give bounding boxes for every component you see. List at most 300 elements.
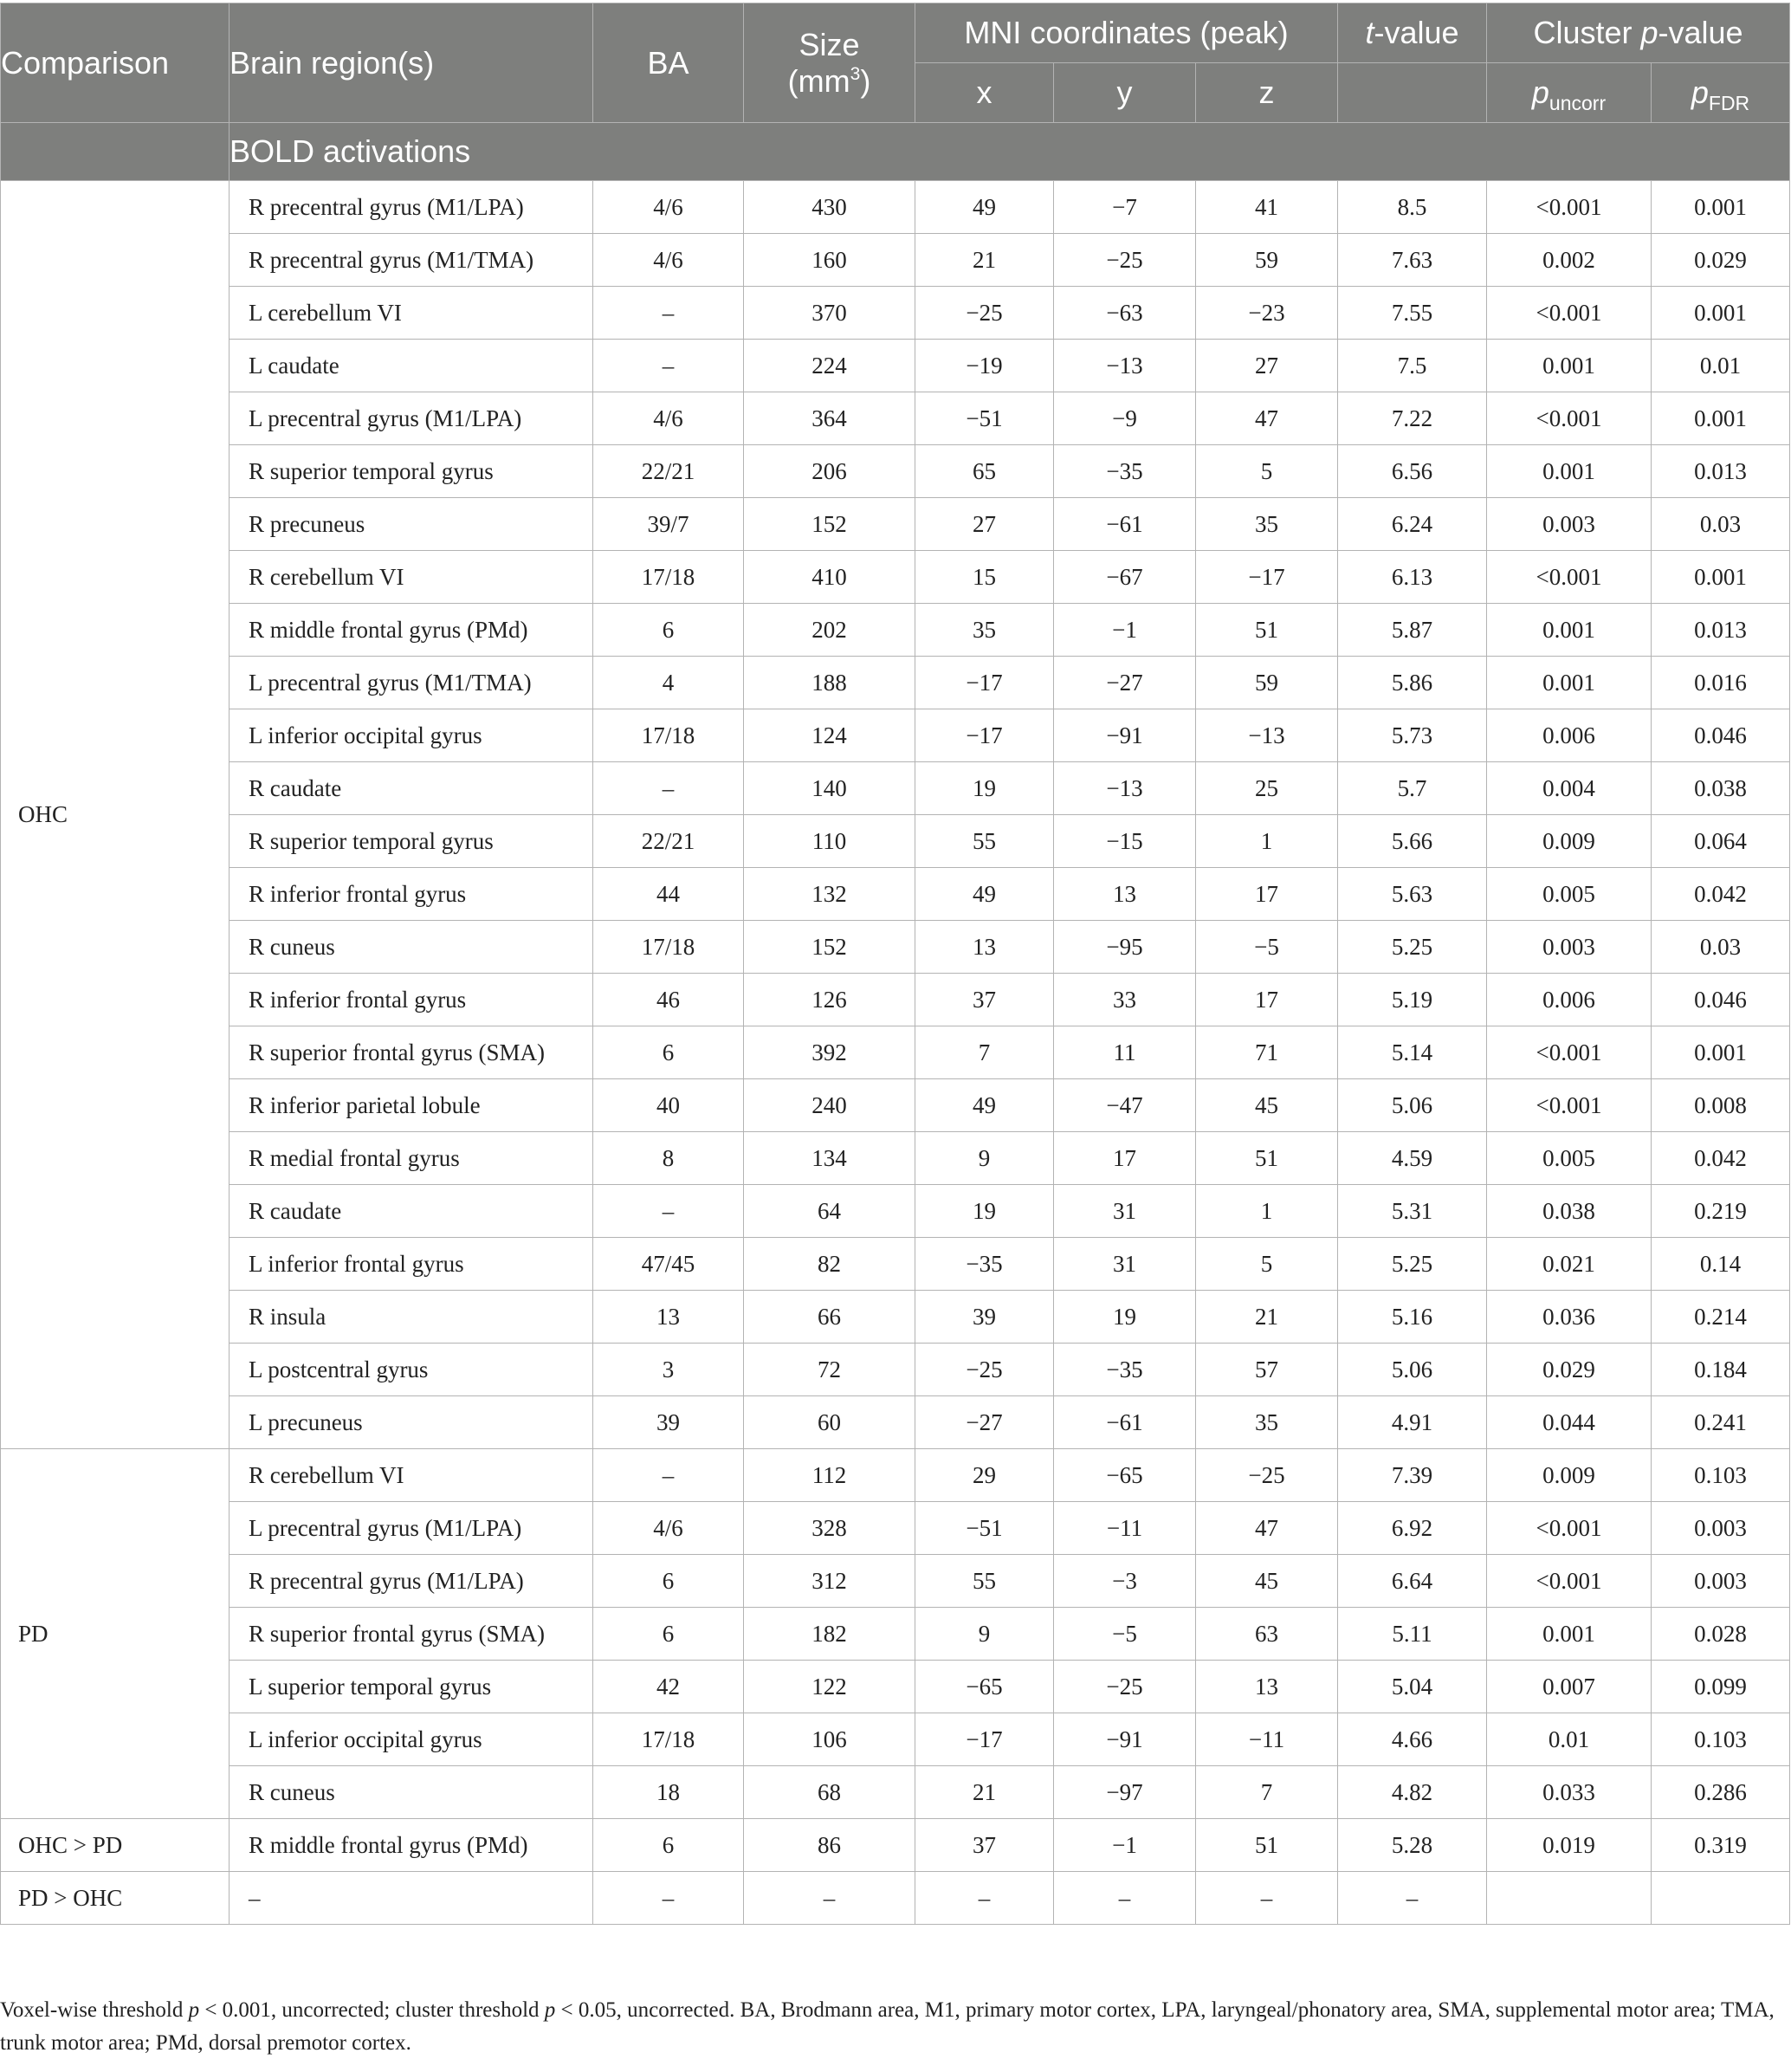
x-cell: −25	[915, 287, 1054, 340]
z-cell: 7	[1196, 1766, 1338, 1819]
p-uncorr-cell: 0.005	[1487, 868, 1652, 921]
ba-cell: –	[593, 762, 744, 815]
comparison-cell: OHC > PD	[1, 1819, 230, 1872]
p-uncorr-cell: 0.036	[1487, 1291, 1652, 1344]
size-cell: 312	[744, 1555, 915, 1608]
x-cell: 15	[915, 551, 1054, 604]
table-row	[1, 1185, 1790, 1238]
ba-cell: 13	[593, 1291, 744, 1344]
p-uncorr-cell: 0.029	[1487, 1344, 1652, 1396]
z-cell: 45	[1196, 1079, 1338, 1132]
x-cell: 49	[915, 868, 1054, 921]
p-uncorr-cell: 0.044	[1487, 1396, 1652, 1449]
table-row	[1, 1661, 1790, 1713]
brain-region-cell: R precentral gyrus (M1/LPA)	[230, 181, 593, 234]
size-unit-exp: 3	[850, 63, 861, 84]
col-header-brain-regions: Brain region(s)	[230, 3, 593, 123]
footnote-part-1: Voxel-wise threshold	[0, 1998, 189, 2022]
z-cell: –	[1196, 1872, 1338, 1925]
p-uncorr-cell: 0.004	[1487, 762, 1652, 815]
x-cell: −27	[915, 1396, 1054, 1449]
z-cell: 35	[1196, 498, 1338, 551]
brain-region-cell: R precuneus	[230, 498, 593, 551]
col-header-mni: MNI coordinates (peak)	[915, 3, 1338, 63]
size-cell: 124	[744, 709, 915, 762]
brain-region-cell: L precentral gyrus (M1/LPA)	[230, 392, 593, 445]
p-uncorr-cell: 0.019	[1487, 1819, 1652, 1872]
table-header	[1, 3, 1790, 181]
size-cell: 152	[744, 921, 915, 974]
brain-region-cell: R inferior frontal gyrus	[230, 868, 593, 921]
col-header-x: x	[915, 63, 1054, 123]
p-uncorr-cell: 0.038	[1487, 1185, 1652, 1238]
brain-region-cell: R precentral gyrus (M1/TMA)	[230, 234, 593, 287]
z-cell: 21	[1196, 1291, 1338, 1344]
table-row	[1, 762, 1790, 815]
p-uncorr-cell: 0.001	[1487, 445, 1652, 498]
brain-region-cell: R cuneus	[230, 1766, 593, 1819]
x-cell: 21	[915, 1766, 1054, 1819]
comparison-cell: PD	[1, 1449, 230, 1819]
p-uncorr-cell: <0.001	[1487, 392, 1652, 445]
brain-region-cell: R middle frontal gyrus (PMd)	[230, 604, 593, 657]
x-cell: 7	[915, 1026, 1054, 1079]
ba-cell: –	[593, 1872, 744, 1925]
z-cell: 47	[1196, 392, 1338, 445]
y-cell: 31	[1054, 1185, 1196, 1238]
x-cell: 9	[915, 1132, 1054, 1185]
z-cell: 57	[1196, 1344, 1338, 1396]
size-cell: –	[744, 1872, 915, 1925]
ba-cell: 40	[593, 1079, 744, 1132]
brain-region-cell: R caudate	[230, 1185, 593, 1238]
col-header-p-uncorr	[1487, 63, 1652, 123]
t-value-cell: 5.87	[1338, 604, 1487, 657]
brain-region-cell: R cerebellum VI	[230, 551, 593, 604]
size-cell: 188	[744, 657, 915, 709]
table-row	[1, 974, 1790, 1026]
t-value-cell: 6.56	[1338, 445, 1487, 498]
size-cell: 86	[744, 1819, 915, 1872]
t-value-cell: 7.63	[1338, 234, 1487, 287]
z-cell: 63	[1196, 1608, 1338, 1661]
t-letter: t	[1365, 15, 1374, 50]
ba-cell: –	[593, 340, 744, 392]
t-value-cell: 7.22	[1338, 392, 1487, 445]
x-cell: −17	[915, 657, 1054, 709]
ba-cell: 22/21	[593, 815, 744, 868]
y-cell: 13	[1054, 868, 1196, 921]
table-row	[1, 1608, 1790, 1661]
p-fdr-cell: 0.028	[1652, 1608, 1790, 1661]
table-row	[1, 498, 1790, 551]
p-fdr-cell: 0.013	[1652, 445, 1790, 498]
size-cell: 392	[744, 1026, 915, 1079]
size-cell: 106	[744, 1713, 915, 1766]
p-uncorr-cell: <0.001	[1487, 1555, 1652, 1608]
y-cell: −91	[1054, 709, 1196, 762]
z-cell: 59	[1196, 234, 1338, 287]
col-header-y: y	[1054, 63, 1196, 123]
z-cell: 17	[1196, 868, 1338, 921]
p-uncorr-cell: <0.001	[1487, 1502, 1652, 1555]
p-uncorr-cell	[1487, 1872, 1652, 1925]
y-cell: 19	[1054, 1291, 1196, 1344]
p-fdr-cell: 0.013	[1652, 604, 1790, 657]
z-cell: −11	[1196, 1713, 1338, 1766]
ba-cell: 4	[593, 657, 744, 709]
size-cell: 82	[744, 1238, 915, 1291]
brain-region-cell: L precentral gyrus (M1/LPA)	[230, 1502, 593, 1555]
ba-cell: 6	[593, 1555, 744, 1608]
size-label: Size	[799, 26, 860, 62]
p-uncorr-cell: 0.002	[1487, 234, 1652, 287]
t-value-cell: 5.66	[1338, 815, 1487, 868]
table-row	[1, 1449, 1790, 1502]
size-unit-close: )	[860, 62, 871, 99]
x-cell: −65	[915, 1661, 1054, 1713]
y-cell: −9	[1054, 392, 1196, 445]
p-fdr-cell: 0.008	[1652, 1079, 1790, 1132]
p-uncorr-cell: <0.001	[1487, 551, 1652, 604]
col-header-z: z	[1196, 63, 1338, 123]
x-cell: 39	[915, 1291, 1054, 1344]
t-value-cell: 5.16	[1338, 1291, 1487, 1344]
size-cell: 68	[744, 1766, 915, 1819]
t-value-cell: 5.06	[1338, 1344, 1487, 1396]
section-blank-cell	[1, 123, 230, 181]
p-fdr-cell: 0.03	[1652, 498, 1790, 551]
p-fdr-cell: 0.241	[1652, 1396, 1790, 1449]
p-uncorr-sub: uncorr	[1549, 92, 1607, 114]
p-uncorr-cell: 0.007	[1487, 1661, 1652, 1713]
x-cell: −35	[915, 1238, 1054, 1291]
p-uncorr-cell: <0.001	[1487, 1026, 1652, 1079]
t-rest: -value	[1374, 15, 1459, 50]
x-cell: 55	[915, 1555, 1054, 1608]
y-cell: −65	[1054, 1449, 1196, 1502]
brain-region-cell: L precentral gyrus (M1/TMA)	[230, 657, 593, 709]
t-value-cell: 6.92	[1338, 1502, 1487, 1555]
t-value-cell: –	[1338, 1872, 1487, 1925]
t-value-cell: 4.59	[1338, 1132, 1487, 1185]
footnote-p-italic-1: p	[188, 1998, 200, 2022]
size-cell: 328	[744, 1502, 915, 1555]
x-cell: 19	[915, 762, 1054, 815]
size-cell: 140	[744, 762, 915, 815]
brain-region-cell: R inferior parietal lobule	[230, 1079, 593, 1132]
size-cell: 66	[744, 1291, 915, 1344]
x-cell: 21	[915, 234, 1054, 287]
y-cell: −1	[1054, 604, 1196, 657]
table-row	[1, 445, 1790, 498]
size-unit-base: (mm	[787, 62, 850, 99]
z-cell: 51	[1196, 1819, 1338, 1872]
p-fdr-cell: 0.103	[1652, 1449, 1790, 1502]
p-uncorr-cell: 0.001	[1487, 1608, 1652, 1661]
cluster-rest: -value	[1658, 15, 1743, 50]
p-fdr-cell: 0.046	[1652, 709, 1790, 762]
y-cell: −61	[1054, 1396, 1196, 1449]
col-header-comparison: Comparison	[1, 3, 230, 123]
p-fdr-cell: 0.001	[1652, 392, 1790, 445]
p-fdr-cell: 0.03	[1652, 921, 1790, 974]
z-cell: 51	[1196, 1132, 1338, 1185]
t-value-cell: 5.86	[1338, 657, 1487, 709]
x-cell: −19	[915, 340, 1054, 392]
ba-cell: 18	[593, 1766, 744, 1819]
t-value-cell: 5.7	[1338, 762, 1487, 815]
size-cell: 60	[744, 1396, 915, 1449]
y-cell: 17	[1054, 1132, 1196, 1185]
ba-cell: 39/7	[593, 498, 744, 551]
ba-cell: 3	[593, 1344, 744, 1396]
table-row	[1, 1344, 1790, 1396]
p-fdr-cell: 0.003	[1652, 1502, 1790, 1555]
p-fdr-cell: 0.029	[1652, 234, 1790, 287]
brain-region-cell: L inferior occipital gyrus	[230, 709, 593, 762]
t-value-cell: 7.39	[1338, 1449, 1487, 1502]
t-value-cell: 5.19	[1338, 974, 1487, 1026]
table-row	[1, 1766, 1790, 1819]
ba-cell: 17/18	[593, 709, 744, 762]
p-fdr-cell: 0.046	[1652, 974, 1790, 1026]
ba-cell: 6	[593, 604, 744, 657]
t-value-cell: 8.5	[1338, 181, 1487, 234]
size-cell: 134	[744, 1132, 915, 1185]
z-cell: 59	[1196, 657, 1338, 709]
size-cell: 122	[744, 1661, 915, 1713]
table-row	[1, 709, 1790, 762]
x-cell: 55	[915, 815, 1054, 868]
ba-cell: –	[593, 1185, 744, 1238]
p-uncorr-cell: 0.003	[1487, 921, 1652, 974]
p-fdr-cell: 0.319	[1652, 1819, 1790, 1872]
x-cell: 37	[915, 1819, 1054, 1872]
y-cell: −61	[1054, 498, 1196, 551]
p-fdr-cell	[1652, 1872, 1790, 1925]
t-value-cell: 7.55	[1338, 287, 1487, 340]
ba-cell: 4/6	[593, 1502, 744, 1555]
x-cell: −25	[915, 1344, 1054, 1396]
brain-region-cell: R superior temporal gyrus	[230, 815, 593, 868]
ba-cell: –	[593, 287, 744, 340]
table-row	[1, 181, 1790, 234]
brain-region-cell: L precuneus	[230, 1396, 593, 1449]
ba-cell: 4/6	[593, 234, 744, 287]
brain-region-cell: R insula	[230, 1291, 593, 1344]
p-uncorr-cell: 0.003	[1487, 498, 1652, 551]
x-cell: 37	[915, 974, 1054, 1026]
y-cell: −25	[1054, 1661, 1196, 1713]
p-fdr-cell: 0.214	[1652, 1291, 1790, 1344]
y-cell: −47	[1054, 1079, 1196, 1132]
table-row	[1, 1026, 1790, 1079]
table-body	[1, 181, 1790, 1925]
ba-cell: 4/6	[593, 181, 744, 234]
col-header-t-value	[1338, 3, 1487, 63]
z-cell: 71	[1196, 1026, 1338, 1079]
brain-region-cell: R superior frontal gyrus (SMA)	[230, 1026, 593, 1079]
p-fdr-letter: p	[1691, 74, 1709, 110]
ba-cell: 17/18	[593, 551, 744, 604]
x-cell: 65	[915, 445, 1054, 498]
brain-region-cell: L superior temporal gyrus	[230, 1661, 593, 1713]
z-cell: 51	[1196, 604, 1338, 657]
table-row	[1, 1872, 1790, 1925]
brain-region-cell: R cuneus	[230, 921, 593, 974]
table-row	[1, 1291, 1790, 1344]
y-cell: −11	[1054, 1502, 1196, 1555]
table-row	[1, 1502, 1790, 1555]
table-footnote	[0, 1994, 1784, 2060]
t-value-cell: 5.73	[1338, 709, 1487, 762]
p-uncorr-cell: 0.001	[1487, 340, 1652, 392]
ba-cell: 42	[593, 1661, 744, 1713]
ba-cell: 46	[593, 974, 744, 1026]
p-uncorr-letter: p	[1531, 74, 1549, 110]
p-uncorr-cell: 0.009	[1487, 1449, 1652, 1502]
p-fdr-cell: 0.14	[1652, 1238, 1790, 1291]
x-cell: 49	[915, 181, 1054, 234]
table-row	[1, 287, 1790, 340]
y-cell: −15	[1054, 815, 1196, 868]
t-value-cell: 5.28	[1338, 1819, 1487, 1872]
p-uncorr-cell: 0.005	[1487, 1132, 1652, 1185]
x-cell: −51	[915, 392, 1054, 445]
col-header-cluster-p	[1487, 3, 1790, 63]
footnote-part-2: < 0.001, uncorrected; cluster threshold	[199, 1998, 545, 2022]
z-cell: 13	[1196, 1661, 1338, 1713]
cluster-p-letter: p	[1640, 15, 1658, 50]
y-cell: 11	[1054, 1026, 1196, 1079]
size-cell: 370	[744, 287, 915, 340]
z-cell: 35	[1196, 1396, 1338, 1449]
brain-region-cell: R superior frontal gyrus (SMA)	[230, 1608, 593, 1661]
size-cell: 206	[744, 445, 915, 498]
size-cell: 182	[744, 1608, 915, 1661]
y-cell: −35	[1054, 445, 1196, 498]
t-value-cell: 5.25	[1338, 1238, 1487, 1291]
p-fdr-cell: 0.001	[1652, 1026, 1790, 1079]
x-cell: 35	[915, 604, 1054, 657]
x-cell: 29	[915, 1449, 1054, 1502]
col-header-ba: BA	[593, 3, 744, 123]
p-uncorr-cell: 0.006	[1487, 709, 1652, 762]
cluster-text: Cluster	[1533, 15, 1641, 50]
results-table	[0, 3, 1790, 1925]
size-cell: 240	[744, 1079, 915, 1132]
y-cell: −3	[1054, 1555, 1196, 1608]
brain-region-cell: R precentral gyrus (M1/LPA)	[230, 1555, 593, 1608]
p-uncorr-cell: 0.01	[1487, 1713, 1652, 1766]
ba-cell: 17/18	[593, 921, 744, 974]
brain-region-cell: L inferior occipital gyrus	[230, 1713, 593, 1766]
z-cell: 25	[1196, 762, 1338, 815]
table-row	[1, 1132, 1790, 1185]
brain-region-cell: R superior temporal gyrus	[230, 445, 593, 498]
ba-cell: 39	[593, 1396, 744, 1449]
section-title: BOLD activations	[230, 123, 1790, 181]
table-row	[1, 234, 1790, 287]
size-cell: 410	[744, 551, 915, 604]
y-cell: −97	[1054, 1766, 1196, 1819]
table-row	[1, 1396, 1790, 1449]
ba-cell: 6	[593, 1819, 744, 1872]
table-row	[1, 1238, 1790, 1291]
ba-cell: 6	[593, 1026, 744, 1079]
y-cell: −25	[1054, 234, 1196, 287]
p-fdr-cell: 0.001	[1652, 287, 1790, 340]
size-cell: 364	[744, 392, 915, 445]
p-uncorr-cell: 0.001	[1487, 657, 1652, 709]
z-cell: −17	[1196, 551, 1338, 604]
t-value-cell: 4.66	[1338, 1713, 1487, 1766]
size-cell: 430	[744, 181, 915, 234]
t-value-cell: 5.63	[1338, 868, 1487, 921]
table-row	[1, 1079, 1790, 1132]
table-row	[1, 1819, 1790, 1872]
y-cell: −27	[1054, 657, 1196, 709]
z-cell: 1	[1196, 1185, 1338, 1238]
footnote-p-italic-2: p	[544, 1998, 556, 2022]
table-row	[1, 604, 1790, 657]
brain-region-cell: R inferior frontal gyrus	[230, 974, 593, 1026]
t-value-cell: 7.5	[1338, 340, 1487, 392]
y-cell: −13	[1054, 340, 1196, 392]
x-cell: −51	[915, 1502, 1054, 1555]
x-cell: −17	[915, 709, 1054, 762]
comparison-cell: OHC	[1, 181, 230, 1449]
ba-cell: 4/6	[593, 392, 744, 445]
y-cell: 31	[1054, 1238, 1196, 1291]
t-value-cell: 5.04	[1338, 1661, 1487, 1713]
x-cell: 9	[915, 1608, 1054, 1661]
z-cell: 45	[1196, 1555, 1338, 1608]
t-value-cell: 5.31	[1338, 1185, 1487, 1238]
p-fdr-cell: 0.003	[1652, 1555, 1790, 1608]
t-value-cell: 5.11	[1338, 1608, 1487, 1661]
t-value-cell: 4.91	[1338, 1396, 1487, 1449]
size-cell: 152	[744, 498, 915, 551]
size-cell: 110	[744, 815, 915, 868]
size-cell: 160	[744, 234, 915, 287]
x-cell: –	[915, 1872, 1054, 1925]
col-header-t-blank	[1338, 63, 1487, 123]
z-cell: 5	[1196, 445, 1338, 498]
p-uncorr-cell: 0.009	[1487, 815, 1652, 868]
y-cell: −5	[1054, 1608, 1196, 1661]
ba-cell: 44	[593, 868, 744, 921]
table-row	[1, 815, 1790, 868]
size-cell: 64	[744, 1185, 915, 1238]
x-cell: 27	[915, 498, 1054, 551]
table-row	[1, 551, 1790, 604]
y-cell: 33	[1054, 974, 1196, 1026]
size-cell: 112	[744, 1449, 915, 1502]
footnote-part-3: < 0.05, uncorrected. BA, Brodmann area, M1, primary motor cortex, LPA, laryngeal/phonatory area, SMA, supplemental motor area; TMA, trunk motor area; PMd, dorsal premotor cortex.	[0, 1998, 1775, 2055]
p-fdr-sub: FDR	[1708, 92, 1750, 114]
t-value-cell: 5.25	[1338, 921, 1487, 974]
table-row	[1, 921, 1790, 974]
z-cell: −23	[1196, 287, 1338, 340]
brain-region-cell: –	[230, 1872, 593, 1925]
size-cell: 224	[744, 340, 915, 392]
ba-cell: 6	[593, 1608, 744, 1661]
brain-region-cell: R caudate	[230, 762, 593, 815]
table-row	[1, 657, 1790, 709]
t-value-cell: 5.06	[1338, 1079, 1487, 1132]
